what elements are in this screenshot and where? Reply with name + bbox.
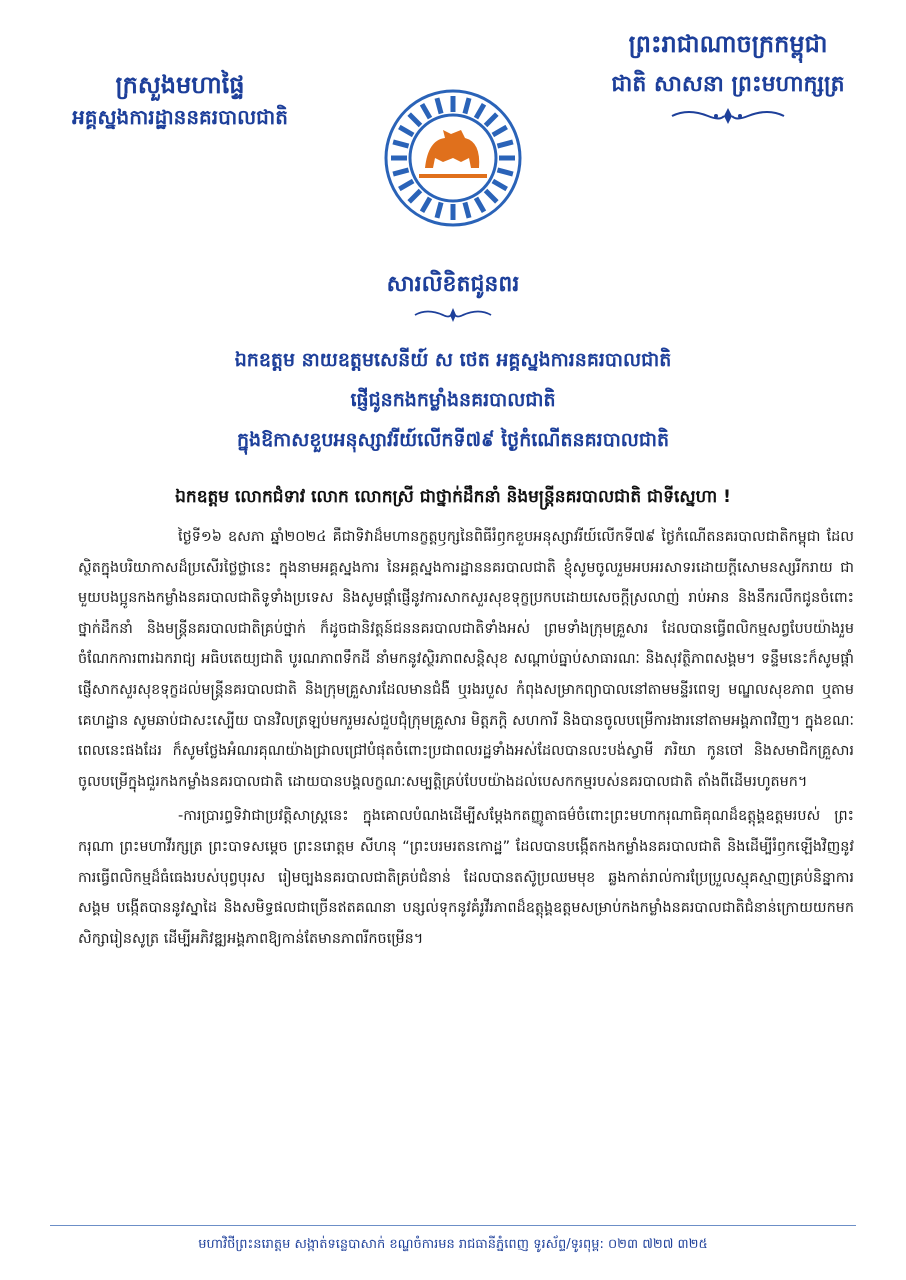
document-title: សារលិខិតជូនពរ [386, 272, 520, 297]
footer-divider [50, 1225, 856, 1226]
police-emblem-icon [383, 88, 523, 228]
body-paragraph: -ការប្រារព្ធទិវាជាប្រវត្តិសាស្ត្រនេះ ក្នុងគោលបំណងដើម្បីសម្ដែងកតញ្ញូតាធម៌ចំពោះព្រះមហាករុណាធិគុណដ៏ឧត្ដុង្គឧត្ដមរបស់ ព្រះករុណា ព្រះមហាវីរក្សត្រ ព្រះបាទសម្ដេច ព្រះនរោត្ដម សីហនុ “ព្រះបរមរតនកោដ្ឋ” ដែលបានបង្កើតកងកម្លាំងនគរបាលជាតិ និងដើម្បីរំឭកឡើងវិញនូវការធ្វើពលិកម្មដ៏ធំធេងរបស់បុព្វបុរស រៀមច្បងនគរបាលជាតិគ្រប់ជំនាន់ ដែលបានតស៊ូប្រឈមមុខ ឆ្លងកាត់រាល់ការប្រែប្រួលស្មុគស្មាញគ្រប់និន្នាការសង្គម បង្កើតបាននូវស្នាដៃ និងសមិទ្ធផលជាច្រើនឥតគណនា បន្សល់ទុកនូវគំរូវីរភាពដ៏ឧត្ដុង្គឧត្ដមសម្រាប់កងកម្លាំងនគរបាលជាតិជំនាន់ក្រោយយកមកសិក្សារៀនសូត្រ ដើម្បីអភិវឌ្ឍអង្គភាពឱ្យកាន់តែមានភាពរីកចម្រើន។ [78, 808, 854, 947]
kingdom-name: ព្រះរាជាណាចក្រកម្ពុជា [628, 30, 828, 58]
kingdom-header [578, 26, 878, 126]
ministry-name: ក្រសួងមហាផ្ទៃ [115, 71, 245, 99]
department-name: អគ្គស្នងការដ្ឋាននគរបាលជាតិ [72, 105, 288, 129]
letter-body [78, 522, 854, 954]
ministry-header [30, 68, 330, 132]
motto-ornament-icon [668, 106, 788, 126]
salutation: ឯកឧត្តម លោកជំទាវ លោក លោកស្រី ជាថ្នាក់ដឹកនាំ និងមន្ត្រីនគរបាលជាតិ ជាទីស្នេហា ! [175, 487, 731, 507]
headline-line: ឯកឧត្តម នាយឧត្តមសេនីយ៍ ស ថេត អគ្គស្នងការនគរបាលជាតិ [234, 349, 672, 371]
national-motto: ជាតិ សាសនា ព្រះមហាក្សត្រ [611, 72, 845, 97]
headline-block [60, 340, 846, 460]
body-paragraph: ថ្ងៃទី១៦ ឧសភា ឆ្នាំ២០២៤ គឺជាទិវាដ៏មហានក្ខត្តឫក្សនៃពិធីរំឭកខួបអនុស្សាវរីយ៍លើកទី៧៩ ថ្ងៃកំណើតនគរបាលជាតិកម្ពុជា ដែលស្ថិតក្នុងបរិយាកាសដ៏ប្រសើរថ្លៃថ្លានេះ ក្នុងនាមអគ្គស្នងការ នៃអគ្គស្នងការដ្ឋាននគរបាលជាតិ ខ្ញុំសូមចូលរួមអបអរសាទរដោយក្ដីសោមនស្សរីករាយ ជាមួយបងប្អូនកងកម្លាំងនគរបាលជាតិទូទាំងប្រទេស និងសូមផ្ដាំផ្ញើនូវការសាកសួរសុខទុក្ខប្រកបដោយសេចក្ដីស្រលាញ់ រាប់អាន និងនឹករលឹកជូនចំពោះថ្នាក់ដឹកនាំ និងមន្ត្រីនគរបាលជាតិគ្រប់ថ្នាក់ ក៏ដូចជានិវត្តន៍ជននគរបាលជាតិទាំងអស់ ព្រមទាំងក្រុមគ្រួសារ ដែលបានធ្វើពលិកម្មសព្វបែបយ៉ាងរួមចំណែកការពារឯករាជ្យ អធិបតេយ្យជាតិ បូរណភាពទឹកដី នាំមកនូវស្ថិរភាពសន្តិសុខ សណ្ដាប់ធ្នាប់សាធារណៈ និងសុវត្ថិភាពសង្គម។ ទន្ទឹមនេះក៏សូមផ្ដាំផ្ញើសាកសួរសុខទុក្ខដល់មន្ត្រីនគរបាលជាតិ និងក្រុមគ្រួសារដែលមានជំងឺ ឬរងរបួស កំពុងសម្រាកព្យាបាលនៅតាមមន្ទីរពេទ្យ មណ្ឌលសុខភាព ឬតាមគេហដ្ឋាន សូមឆាប់ជាសះស្បើយ បានវិលត្រឡប់មករួមរស់ជួបជុំក្រុមគ្រួសារ មិត្តភក្ដិ សហការី និងបានចូលបម្រើការងារនៅតាមអង្គភាពវិញ។ ក្នុងខណៈពេលនេះផងដែរ ក៏សូមថ្លែងអំណរគុណយ៉ាងជ្រាលជ្រៅបំផុតចំពោះប្រជាពលរដ្ឋទាំងអស់ដែលបានលះបង់ស្វាមី ភរិយា កូនចៅ និងសមាជិកគ្រួសារ ចូលបម្រើក្នុងជួរកងកម្លាំងនគរបាលជាតិ ដោយបានបង្គលក្ខណៈសម្បត្តិគ្រប់បែបយ៉ាងដល់បេសកកម្មរបស់នគរបាលជាតិ តាំងពីដើមរហូតមក។ [78, 529, 854, 790]
footer-address: មហាវិថីព្រះនរោត្ដម សង្កាត់ទន្លេបាសាក់ ខណ្ឌចំការមន រាជធានីភ្នំពេញ ទូរស័ព្ទ/ទូរពុម្ព: ០២៣ ៧២៧ ៣២៥ [198, 1237, 708, 1252]
title-ornament-icon [413, 306, 493, 324]
headline-line: ផ្ញើជូនកងកម្លាំងនគរបាលជាតិ [350, 389, 556, 411]
headline-line: ក្នុងឱកាសខួបអនុស្សាវរីយ៍លើកទី៧៩ ថ្ងៃកំណើតនគរបាលជាតិ [236, 429, 670, 451]
